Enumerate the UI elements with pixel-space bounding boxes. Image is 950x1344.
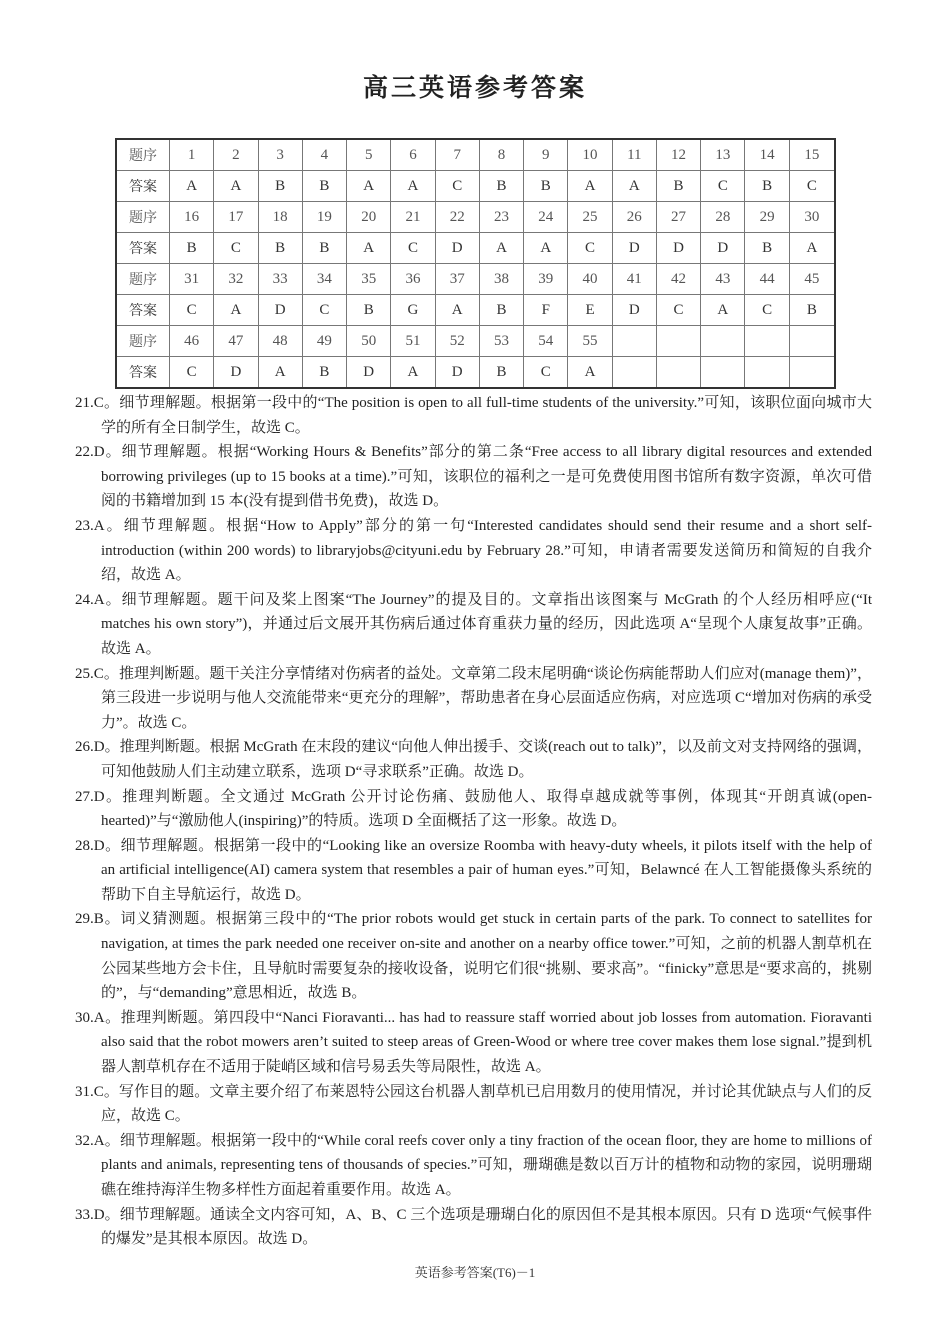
explanation-item: 33.D。细节理解题。通读全文内容可知，A、B、C 三个选项是珊瑚白化的原因但不是其根本原因。只有 D 选项“气候事件的爆发”是其根本原因。故选 D。 <box>75 1206 872 1248</box>
answer-cell: B <box>789 295 835 326</box>
answer-cell: B <box>524 171 568 202</box>
answer-cell: B <box>258 171 302 202</box>
question-number-cell: 43 <box>701 264 745 295</box>
question-number-cell: 8 <box>479 139 523 171</box>
explanation-item: 22.D。细节理解题。根据“Working Hours & Benefits”部分的第二条“Free access to all library digital resources and extended borrowing privileges (up to 15 books at a time).”可知，该职位的福利之一是可免费使用图书馆所有数字资源，单次可借阅的书籍增加到 15 本(没有提到借书免费)，故选 D。 <box>75 444 872 510</box>
answer-cell: C <box>170 357 214 389</box>
explanation-item: 32.A。细节理解题。根据第一段中的“While coral reefs cover only a tiny fraction of the ocean floor, they are home to millions of plants and animals, representing tens of thousands of species.”可知，珊瑚礁是数以百万计的植物和动物的家园，说明珊瑚礁在维持海洋生物多样性方面起着重要作用。故选 A。 <box>75 1132 872 1198</box>
question-number-cell: 44 <box>745 264 789 295</box>
answer-cell: D <box>612 233 656 264</box>
question-number-cell: 37 <box>435 264 479 295</box>
question-number-cell: 22 <box>435 202 479 233</box>
explanation-item: 29.B。词义猜测题。根据第三段中的“The prior robots would get stuck in certain parts of the park. To connect to satellites for navigation, at times the park needed one receiver on-site and another on a nearby office tower.”可知，之前的机器人割草机在公园某些地方会卡住，且导航时需要复杂的接收设备，说明它们很“挑剔、要求高”。“finicky”意思是“要求高的，挑剔的”，与“demanding”意思相近，故选 B。 <box>75 911 872 1002</box>
answer-cell: C <box>656 295 700 326</box>
question-number-cell: 40 <box>568 264 612 295</box>
question-number-cell: 24 <box>524 202 568 233</box>
question-number-cell: 20 <box>347 202 391 233</box>
page-footer: 英语参考答案(T6)－1 <box>414 1265 536 1280</box>
answer-cell: A <box>612 171 656 202</box>
question-number-cell: 3 <box>258 139 302 171</box>
explanation-item: 25.C。推理判断题。题干关注分享情绪对伤病者的益处。文章第二段末尾明确“谈论伤病能帮助人们应对(manage them)”，第三段进一步说明与他人交流能带来“更充分的理解”，帮助患者在身心层面适应伤病，对应选项 C“增加对伤病的承受力”。故选 C。 <box>75 665 872 731</box>
row-header: 题序 <box>116 326 170 357</box>
answer-cell: A <box>347 171 391 202</box>
explanation-item: 26.D。推理判断题。根据 McGrath 在末段的建议“向他人伸出援手、交谈(reach out to talk)”，以及前文对支持网络的强调，可知他鼓励人们主动建立联系，选项 D“寻求联系”正确。故选 D。 <box>75 739 872 780</box>
answer-cell: A <box>701 295 745 326</box>
question-number-cell: 49 <box>302 326 346 357</box>
question-number-cell: 38 <box>479 264 523 295</box>
answer-cell: D <box>214 357 258 389</box>
answer-cell: B <box>347 295 391 326</box>
answer-cell <box>701 357 745 389</box>
question-number-cell: 15 <box>789 139 835 171</box>
question-number-cell: 46 <box>170 326 214 357</box>
question-number-row <box>116 326 835 357</box>
row-header: 题序 <box>116 264 170 295</box>
explanation-item: 30.A。推理判断题。第四段中“Nanci Fioravanti... has had to reassure staff worried about job losses from automation. Fioravanti also said that the robot mowers aren’t suited to steep areas of Green-Wood or where tree cover makes them lose signal.”提到机器人割草机存在不适用于陡峭区域和信号易丢失等局限性，故选 A。 <box>75 1009 872 1076</box>
question-number-cell: 52 <box>435 326 479 357</box>
question-number-cell: 36 <box>391 264 435 295</box>
question-number-cell: 18 <box>258 202 302 233</box>
question-number-cell: 25 <box>568 202 612 233</box>
answer-cell: A <box>258 357 302 389</box>
answer-cell: C <box>524 357 568 389</box>
answer-cell: B <box>479 295 523 326</box>
question-number-cell: 16 <box>170 202 214 233</box>
answer-cell: C <box>391 233 435 264</box>
question-number-cell: 27 <box>656 202 700 233</box>
question-number-cell: 7 <box>435 139 479 171</box>
answer-cell: C <box>745 295 789 326</box>
answer-row <box>116 357 835 389</box>
answer-cell: A <box>568 357 612 389</box>
question-number-cell: 6 <box>391 139 435 171</box>
question-number-cell: 26 <box>612 202 656 233</box>
answer-cell: B <box>479 357 523 389</box>
question-number-cell: 31 <box>170 264 214 295</box>
explanation-item: 21.C。细节理解题。根据第一段中的“The position is open to all full-time students of the university.”可知，该职位面向城市大学的所有全日制学生，故选 C。 <box>75 395 872 436</box>
answer-cell: C <box>302 295 346 326</box>
question-number-row <box>116 139 835 171</box>
answer-cell: B <box>302 233 346 264</box>
answer-cell <box>745 357 789 389</box>
row-header: 题序 <box>116 202 170 233</box>
explanation-item: 31.C。写作目的题。文章主要介绍了布莱恩特公园这台机器人割草机已启用数月的使用情况，并讨论其优缺点与人们的反应，故选 C。 <box>75 1083 872 1125</box>
answer-cell <box>612 357 656 389</box>
answer-cell: A <box>524 233 568 264</box>
answer-cell: D <box>435 357 479 389</box>
answer-cell: C <box>568 233 612 264</box>
question-number-cell: 10 <box>568 139 612 171</box>
question-number-cell: 32 <box>214 264 258 295</box>
answer-cell: A <box>435 295 479 326</box>
page-title: 高三英语参考答案 <box>362 73 587 102</box>
answer-cell: B <box>479 171 523 202</box>
answer-cell: F <box>524 295 568 326</box>
explanations <box>75 391 872 1252</box>
question-number-cell: 9 <box>524 139 568 171</box>
answer-row <box>116 295 835 326</box>
question-number-cell: 14 <box>745 139 789 171</box>
question-number-cell: 12 <box>656 139 700 171</box>
question-number-cell <box>656 326 700 357</box>
answer-cell <box>789 357 835 389</box>
question-number-cell <box>701 326 745 357</box>
answer-cell: D <box>435 233 479 264</box>
answer-cell: D <box>701 233 745 264</box>
question-number-cell: 42 <box>656 264 700 295</box>
answer-cell: D <box>656 233 700 264</box>
row-header: 答案 <box>116 171 170 202</box>
answer-cell: E <box>568 295 612 326</box>
answer-cell: A <box>479 233 523 264</box>
question-number-cell: 45 <box>789 264 835 295</box>
answer-cell: A <box>568 171 612 202</box>
question-number-cell: 39 <box>524 264 568 295</box>
answer-cell: D <box>612 295 656 326</box>
answer-cell: A <box>214 171 258 202</box>
answer-cell: C <box>435 171 479 202</box>
question-number-cell <box>612 326 656 357</box>
question-number-cell: 5 <box>347 139 391 171</box>
question-number-cell: 51 <box>391 326 435 357</box>
answer-cell: A <box>170 171 214 202</box>
question-number-cell: 28 <box>701 202 745 233</box>
answer-row <box>116 171 835 202</box>
question-number-cell: 48 <box>258 326 302 357</box>
question-number-cell: 50 <box>347 326 391 357</box>
row-header: 答案 <box>116 233 170 264</box>
question-number-cell: 2 <box>214 139 258 171</box>
row-header: 答案 <box>116 295 170 326</box>
answer-cell: G <box>391 295 435 326</box>
answer-cell: A <box>391 171 435 202</box>
answer-cell: C <box>701 171 745 202</box>
question-number-cell: 23 <box>479 202 523 233</box>
answer-cell: D <box>258 295 302 326</box>
answer-cell: A <box>391 357 435 389</box>
answer-cell: B <box>656 171 700 202</box>
answer-cell <box>656 357 700 389</box>
answer-cell: B <box>302 171 346 202</box>
answer-cell: B <box>302 357 346 389</box>
question-number-cell <box>789 326 835 357</box>
question-number-cell: 54 <box>524 326 568 357</box>
answer-cell: A <box>347 233 391 264</box>
explanation-item: 23.A。细节理解题。根据“How to Apply”部分的第一句“Interested candidates should send their resume and a short self-introduction (within 200 words) to libraryjobs@cityuni.edu by February 28.”可知，申请者需要发送简历和简短的自我介绍，故选 A。 <box>75 517 872 584</box>
question-number-cell: 47 <box>214 326 258 357</box>
question-number-cell: 11 <box>612 139 656 171</box>
question-number-cell: 35 <box>347 264 391 295</box>
answer-cell: A <box>789 233 835 264</box>
answer-cell: D <box>347 357 391 389</box>
answer-cell: B <box>745 171 789 202</box>
question-number-cell: 13 <box>701 139 745 171</box>
row-header: 答案 <box>116 357 170 389</box>
question-number-cell: 1 <box>170 139 214 171</box>
answer-row <box>116 233 835 264</box>
answer-cell: B <box>258 233 302 264</box>
explanation-item: 24.A。细节理解题。题干问及桨上图案“The Journey”的提及目的。文章指出该图案与 McGrath 的个人经历相呼应(“It matches his own story”)，并通过后文展开其伤病后通过体育重获力量的经历，因此选项 A“呈现个人康复故事”正确。故选 A。 <box>75 591 872 657</box>
row-header: 题序 <box>116 139 170 171</box>
question-number-cell: 17 <box>214 202 258 233</box>
question-number-cell: 55 <box>568 326 612 357</box>
question-number-cell: 41 <box>612 264 656 295</box>
question-number-cell: 4 <box>302 139 346 171</box>
question-number-cell <box>745 326 789 357</box>
answer-cell: A <box>214 295 258 326</box>
question-number-cell: 30 <box>789 202 835 233</box>
answer-cell: B <box>745 233 789 264</box>
answer-cell: B <box>170 233 214 264</box>
question-number-cell: 33 <box>258 264 302 295</box>
answer-cell: C <box>170 295 214 326</box>
answer-cell: C <box>214 233 258 264</box>
question-number-cell: 21 <box>391 202 435 233</box>
question-number-cell: 29 <box>745 202 789 233</box>
question-number-cell: 53 <box>479 326 523 357</box>
answer-table <box>115 138 836 389</box>
question-number-row <box>116 264 835 295</box>
explanation-item: 27.D。推理判断题。全文通过 McGrath 公开讨论伤痛、鼓励他人、取得卓越成就等事例，体现其“开朗真诚(open-hearted)”与“激励他人(inspiring)”的特质。选项 D 全面概括了这一形象。故选 D。 <box>75 788 872 830</box>
question-number-cell: 34 <box>302 264 346 295</box>
explanation-item: 28.D。细节理解题。根据第一段中的“Looking like an oversize Roomba with heavy-duty wheels, it pilots itself with the help of an artificial intelligence(AI) camera system that resembles a pair of human eyes.”可知，Belawncé 在人工智能摄像头系统的帮助下自主导航运行，故选 D。 <box>75 837 872 903</box>
answer-cell: C <box>789 171 835 202</box>
question-number-cell: 19 <box>302 202 346 233</box>
question-number-row <box>116 202 835 233</box>
